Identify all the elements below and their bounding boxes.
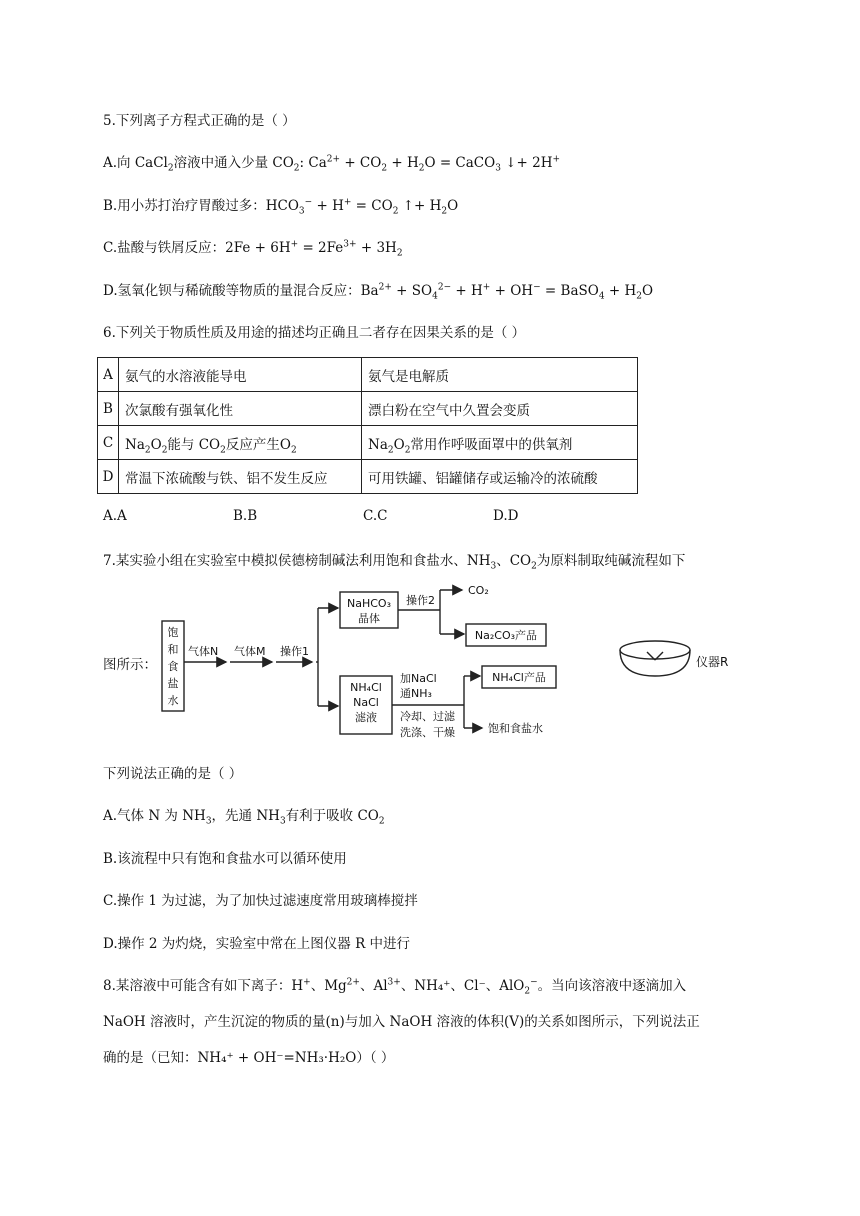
q7-option-a: A.气体 N 为 $NH_3$，先通 $NH_3$有利于吸收 $CO_2$ (103, 808, 385, 827)
q8-stem-line1: 8.某溶液中可能含有如下离子：H+、$Mg^{2+}$、$Al^{3+}$、NH₄⁺、Cl⁻、AlO$_2$−。当向该溶液中逐滴加入 (103, 977, 687, 997)
add-nacl-label: 加NaCl (400, 672, 437, 685)
nh4cl-label: NH₄Cl产品 (492, 671, 546, 684)
q7-option-d: D.操作 2 为灼烧，实验室中常在上图仪器 R 中进行 (103, 936, 411, 952)
q5-stem: 5.下列离子方程式正确的是（ ） (103, 113, 296, 129)
q6-answers (103, 508, 663, 528)
filtrate-label: NaCl (353, 696, 379, 709)
brine-char: 水 (167, 694, 179, 707)
answer-c: C.C (363, 508, 388, 524)
gas-n-label: 气体N (188, 645, 219, 658)
q5-option-b: B.用小苏打治疗胃酸过多：$HCO_3^- + H^+ = CO_2$ ↑+ $H_2O$ (103, 197, 459, 217)
q7-figure-lead: 图所示： (103, 657, 157, 673)
brine-char: 盐 (167, 677, 179, 690)
row-key: A (98, 358, 119, 392)
co2-label: CO₂ (468, 584, 489, 597)
property-cell: 次氯酸有强氧化性 (119, 392, 362, 426)
row-key: C (98, 426, 119, 460)
brine-char: 和 (167, 643, 179, 656)
answer-d: D.D (493, 508, 519, 524)
op2-label: 操作2 (406, 594, 435, 607)
op1-label: 操作1 (280, 645, 309, 658)
table-row (98, 392, 638, 426)
usage-cell: $Na_2O_2$常用作呼吸面罩中的供氧剂 (362, 426, 638, 460)
answer-a: A.A (103, 508, 127, 524)
brine-out-label: 饱和食盐水 (488, 722, 543, 735)
q7-option-c: C.操作 1 为过滤，为了加快过滤速度常用玻璃棒搅拌 (103, 893, 418, 909)
brine-char: 饱 (167, 626, 179, 639)
crystal-label: 晶体 (358, 612, 380, 625)
q5-option-c: C.盐酸与铁屑反应：$2Fe + 6H^+ = 2Fe^{3+} + 3H_2$ (103, 239, 403, 259)
row-key: B (98, 392, 119, 426)
usage-cell: 氨气是电解质 (362, 358, 638, 392)
property-cell: 常温下浓硫酸与铁、铝不发生反应 (119, 460, 362, 494)
property-cell: $Na_2O_2$能与 $CO_2$反应产生$O_2$ (119, 426, 362, 460)
evaporating-dish (620, 650, 690, 676)
table-row (98, 426, 638, 460)
q6-stem: 6.下列关于物质性质及用途的描述均正确且二者存在因果关系的是（ ） (103, 325, 526, 341)
q7-ask: 下列说法正确的是（ ） (103, 766, 243, 782)
q7-option-b: B.该流程中只有饱和食盐水可以循环使用 (103, 851, 347, 867)
gas-m-label: 气体M (234, 645, 266, 658)
na2co3-label: Na₂CO₃产品 (474, 629, 538, 642)
filtrate-label: 滤液 (355, 711, 377, 724)
table-row (98, 460, 638, 494)
usage-cell: 漂白粉在空气中久置会变质 (362, 392, 638, 426)
wash-label: 洗涤、干燥 (400, 726, 455, 739)
q5-option-d: D.氢氧化钡与稀硫酸等物质的量混合反应：$Ba^{2+} + SO_4^{2-} + H^+ + OH^-$ = BaSO$_4$ + $H_2O$ (103, 282, 654, 302)
answer-b: B.B (233, 508, 258, 524)
nahco3-label: NaHCO₃ (347, 597, 391, 610)
brine-char: 食 (167, 660, 179, 673)
q5-option-a: A.向 CaCl$_2$溶液中通入少量 $CO_2$: $Ca^{2+} + CO_2 + H_2O$ = CaCO$_3$ ↓+ 2H+ (103, 154, 561, 174)
table-row (98, 358, 638, 392)
row-key: D (98, 460, 119, 494)
q8-stem-line2: NaOH 溶液时，产生沉淀的物质的量(n)与加入 NaOH 溶液的体积(V)的关系如图所示，下列说法正 (103, 1014, 700, 1030)
pass-nh3-label: 通NH₃ (400, 687, 432, 700)
property-cell: 氨气的水溶液能导电 (119, 358, 362, 392)
instrument-r-label: 仪器R (696, 655, 729, 669)
cool-label: 冷却、过滤 (400, 710, 455, 723)
q6-options-table (97, 357, 638, 494)
process-flow-diagram (150, 578, 750, 748)
filtrate-label: NH₄Cl (350, 681, 382, 694)
q8-stem-line3: 确的是（已知：NH₄⁺ + OH⁻=NH₃·H₂O）（ ） (103, 1050, 395, 1066)
usage-cell: 可用铁罐、铝罐储存或运输冷的浓硫酸 (362, 460, 638, 494)
q7-stem: 7.某实验小组在实验室中模拟侯德榜制碱法利用饱和食盐水、$NH_3$、$CO_2$为原料制取纯碱流程如下 (103, 553, 686, 572)
